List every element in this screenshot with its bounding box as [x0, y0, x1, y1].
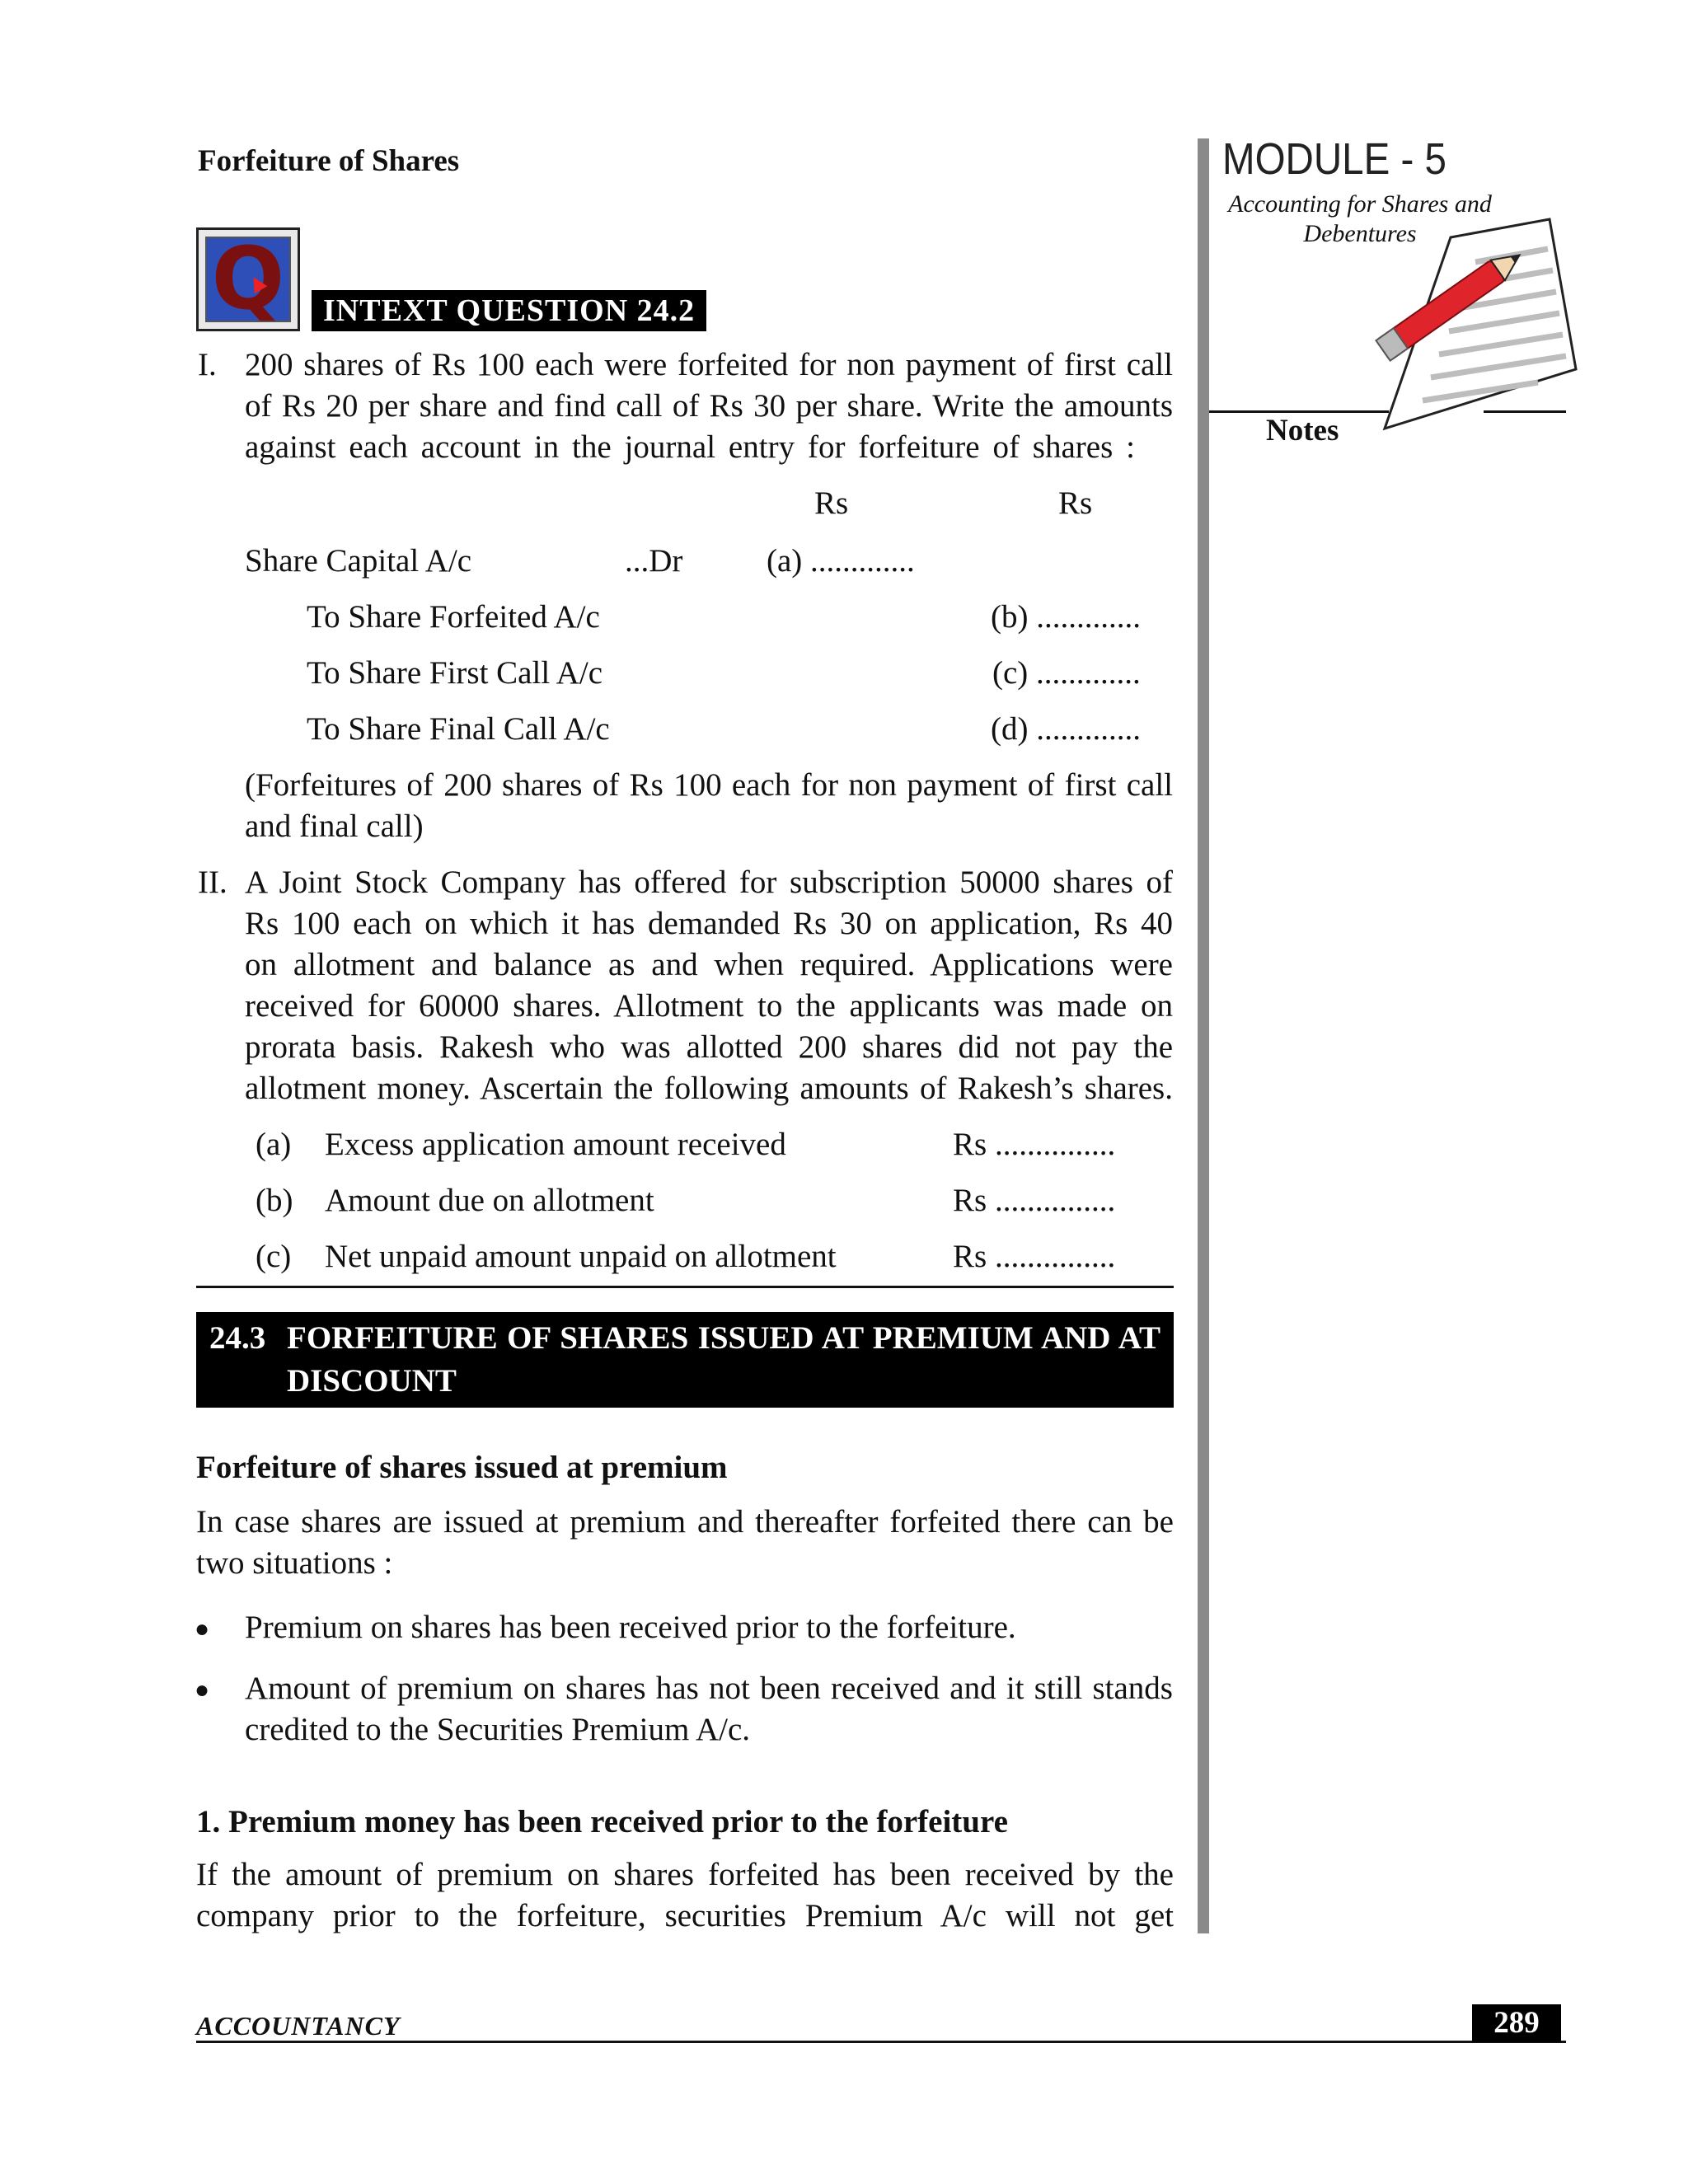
section-heading — [196, 1312, 1174, 1408]
intext-question-label: INTEXT QUESTION 24.2 — [312, 290, 706, 331]
journal-blank-d: (d) ............. — [991, 711, 1141, 747]
paragraph-1-line-1: In case shares are issued at premium and thereafter forfeited there can be — [196, 1504, 1174, 1540]
journal-debit-account: Share Capital A/c — [245, 543, 472, 579]
question-2-line-3: on allotment and balance as and when required. Applications were — [245, 947, 1173, 982]
question-2-line-4: received for 60000 shares. Allotment to the applicants was made on — [245, 988, 1173, 1024]
question-2-item-c-label: (c) — [256, 1239, 292, 1274]
subheading-premium-received: 1. Premium money has been received prior to the forfeiture — [196, 1804, 1008, 1840]
module-subtitle-line2: Debentures — [1303, 220, 1417, 247]
page-header-title: Forfeiture of Shares — [198, 144, 460, 178]
question-2-item-c-amount: Rs ............... — [953, 1239, 1116, 1274]
question-2-line-1: A Joint Stock Company has offered for subscription 50000 shares of — [245, 865, 1173, 900]
question-2-number: II. — [198, 865, 227, 900]
section-title-line1: FORFEITURE OF SHARES ISSUED AT PREMIUM AND AT — [287, 1320, 1160, 1356]
sidebar-rule — [1198, 138, 1209, 1933]
notes-pencil-illustration — [1352, 213, 1582, 435]
section-title-line2: DISCOUNT — [287, 1363, 457, 1399]
question-2-item-a-label: (a) — [256, 1127, 292, 1162]
journal-blank-a: (a) ............. — [767, 543, 915, 579]
paragraph-1-line-2: two situations : — [196, 1545, 393, 1581]
question-2-item-b-label: (b) — [256, 1183, 293, 1218]
footer-label: ACCOUNTANCY — [196, 2011, 401, 2041]
journal-credit-final-call: To Share Final Call A/c — [307, 711, 610, 747]
section-divider — [196, 1286, 1174, 1288]
subheading-premium: Forfeiture of shares issued at premium — [196, 1450, 728, 1485]
module-label: MODULE - 5 — [1222, 134, 1447, 184]
question-2-item-b-text: Amount due on allotment — [325, 1183, 654, 1218]
bullet-icon: ● — [195, 1676, 210, 1704]
question-2-line-5: prorata basis. Rakesh who was allotted 200 shares did not pay the — [245, 1029, 1173, 1065]
notes-label: Notes — [1266, 414, 1339, 448]
bullet-2-line-1: Amount of premium on shares has not been received and it still stands — [245, 1671, 1173, 1706]
journal-blank-c: (c) ............. — [992, 655, 1141, 691]
question-1-line-2: of Rs 20 per share and find call of Rs 30 per share. Write the amounts — [245, 388, 1173, 424]
bullet-2-line-2: credited to the Securities Premium A/c. — [245, 1712, 751, 1747]
section-number: 24.3 — [209, 1320, 266, 1356]
question-2-item-a-text: Excess application amount received — [325, 1127, 786, 1162]
journal-dr: ...Dr — [625, 543, 683, 579]
journal-col-rs-1: Rs — [814, 485, 849, 521]
notes-rule-right — [1484, 410, 1566, 413]
question-2-item-c-text: Net unpaid amount unpaid on allotment — [325, 1239, 837, 1274]
section-title — [287, 1317, 1160, 1403]
question-icon: Q — [196, 227, 300, 331]
paragraph-2-line-2: company prior to the forfeiture, securities Premium A/c will not get — [196, 1898, 1174, 1933]
page-number: 289 — [1472, 2004, 1561, 2042]
question-2-item-b-amount: Rs ............... — [953, 1183, 1116, 1218]
question-1-line-1: 200 shares of Rs 100 each were forfeited for non payment of first call — [245, 347, 1173, 382]
module-subtitle-line1: Accounting for Shares and — [1228, 190, 1492, 218]
journal-credit-first-call: To Share First Call A/c — [307, 655, 603, 691]
paragraph-2-line-1: If the amount of premium on shares forfeited has been received by the — [196, 1857, 1174, 1892]
bullet-1-text: Premium on shares has been received prior to the forfeiture. — [245, 1610, 1016, 1645]
question-2-line-6: allotment money. Ascertain the following amounts of Rakesh’s shares. — [245, 1071, 1173, 1106]
journal-blank-b: (b) ............. — [991, 599, 1141, 635]
journal-narration-line-2: and final call) — [245, 808, 424, 844]
question-2-line-2: Rs 100 each on which it has demanded Rs 30 on application, Rs 40 — [245, 906, 1173, 941]
question-2-item-a-amount: Rs ............... — [953, 1127, 1116, 1162]
question-1-number: I. — [198, 347, 217, 382]
footer-rule — [196, 2041, 1566, 2043]
bullet-icon: ● — [195, 1615, 210, 1643]
journal-col-rs-2: Rs — [1058, 485, 1093, 521]
question-1-line-3: against each account in the journal entry for forfeiture of shares : — [245, 429, 1135, 465]
journal-credit-forfeited: To Share Forfeited A/c — [307, 599, 600, 635]
journal-narration-line-1: (Forfeitures of 200 shares of Rs 100 each for non payment of first call — [245, 767, 1173, 803]
